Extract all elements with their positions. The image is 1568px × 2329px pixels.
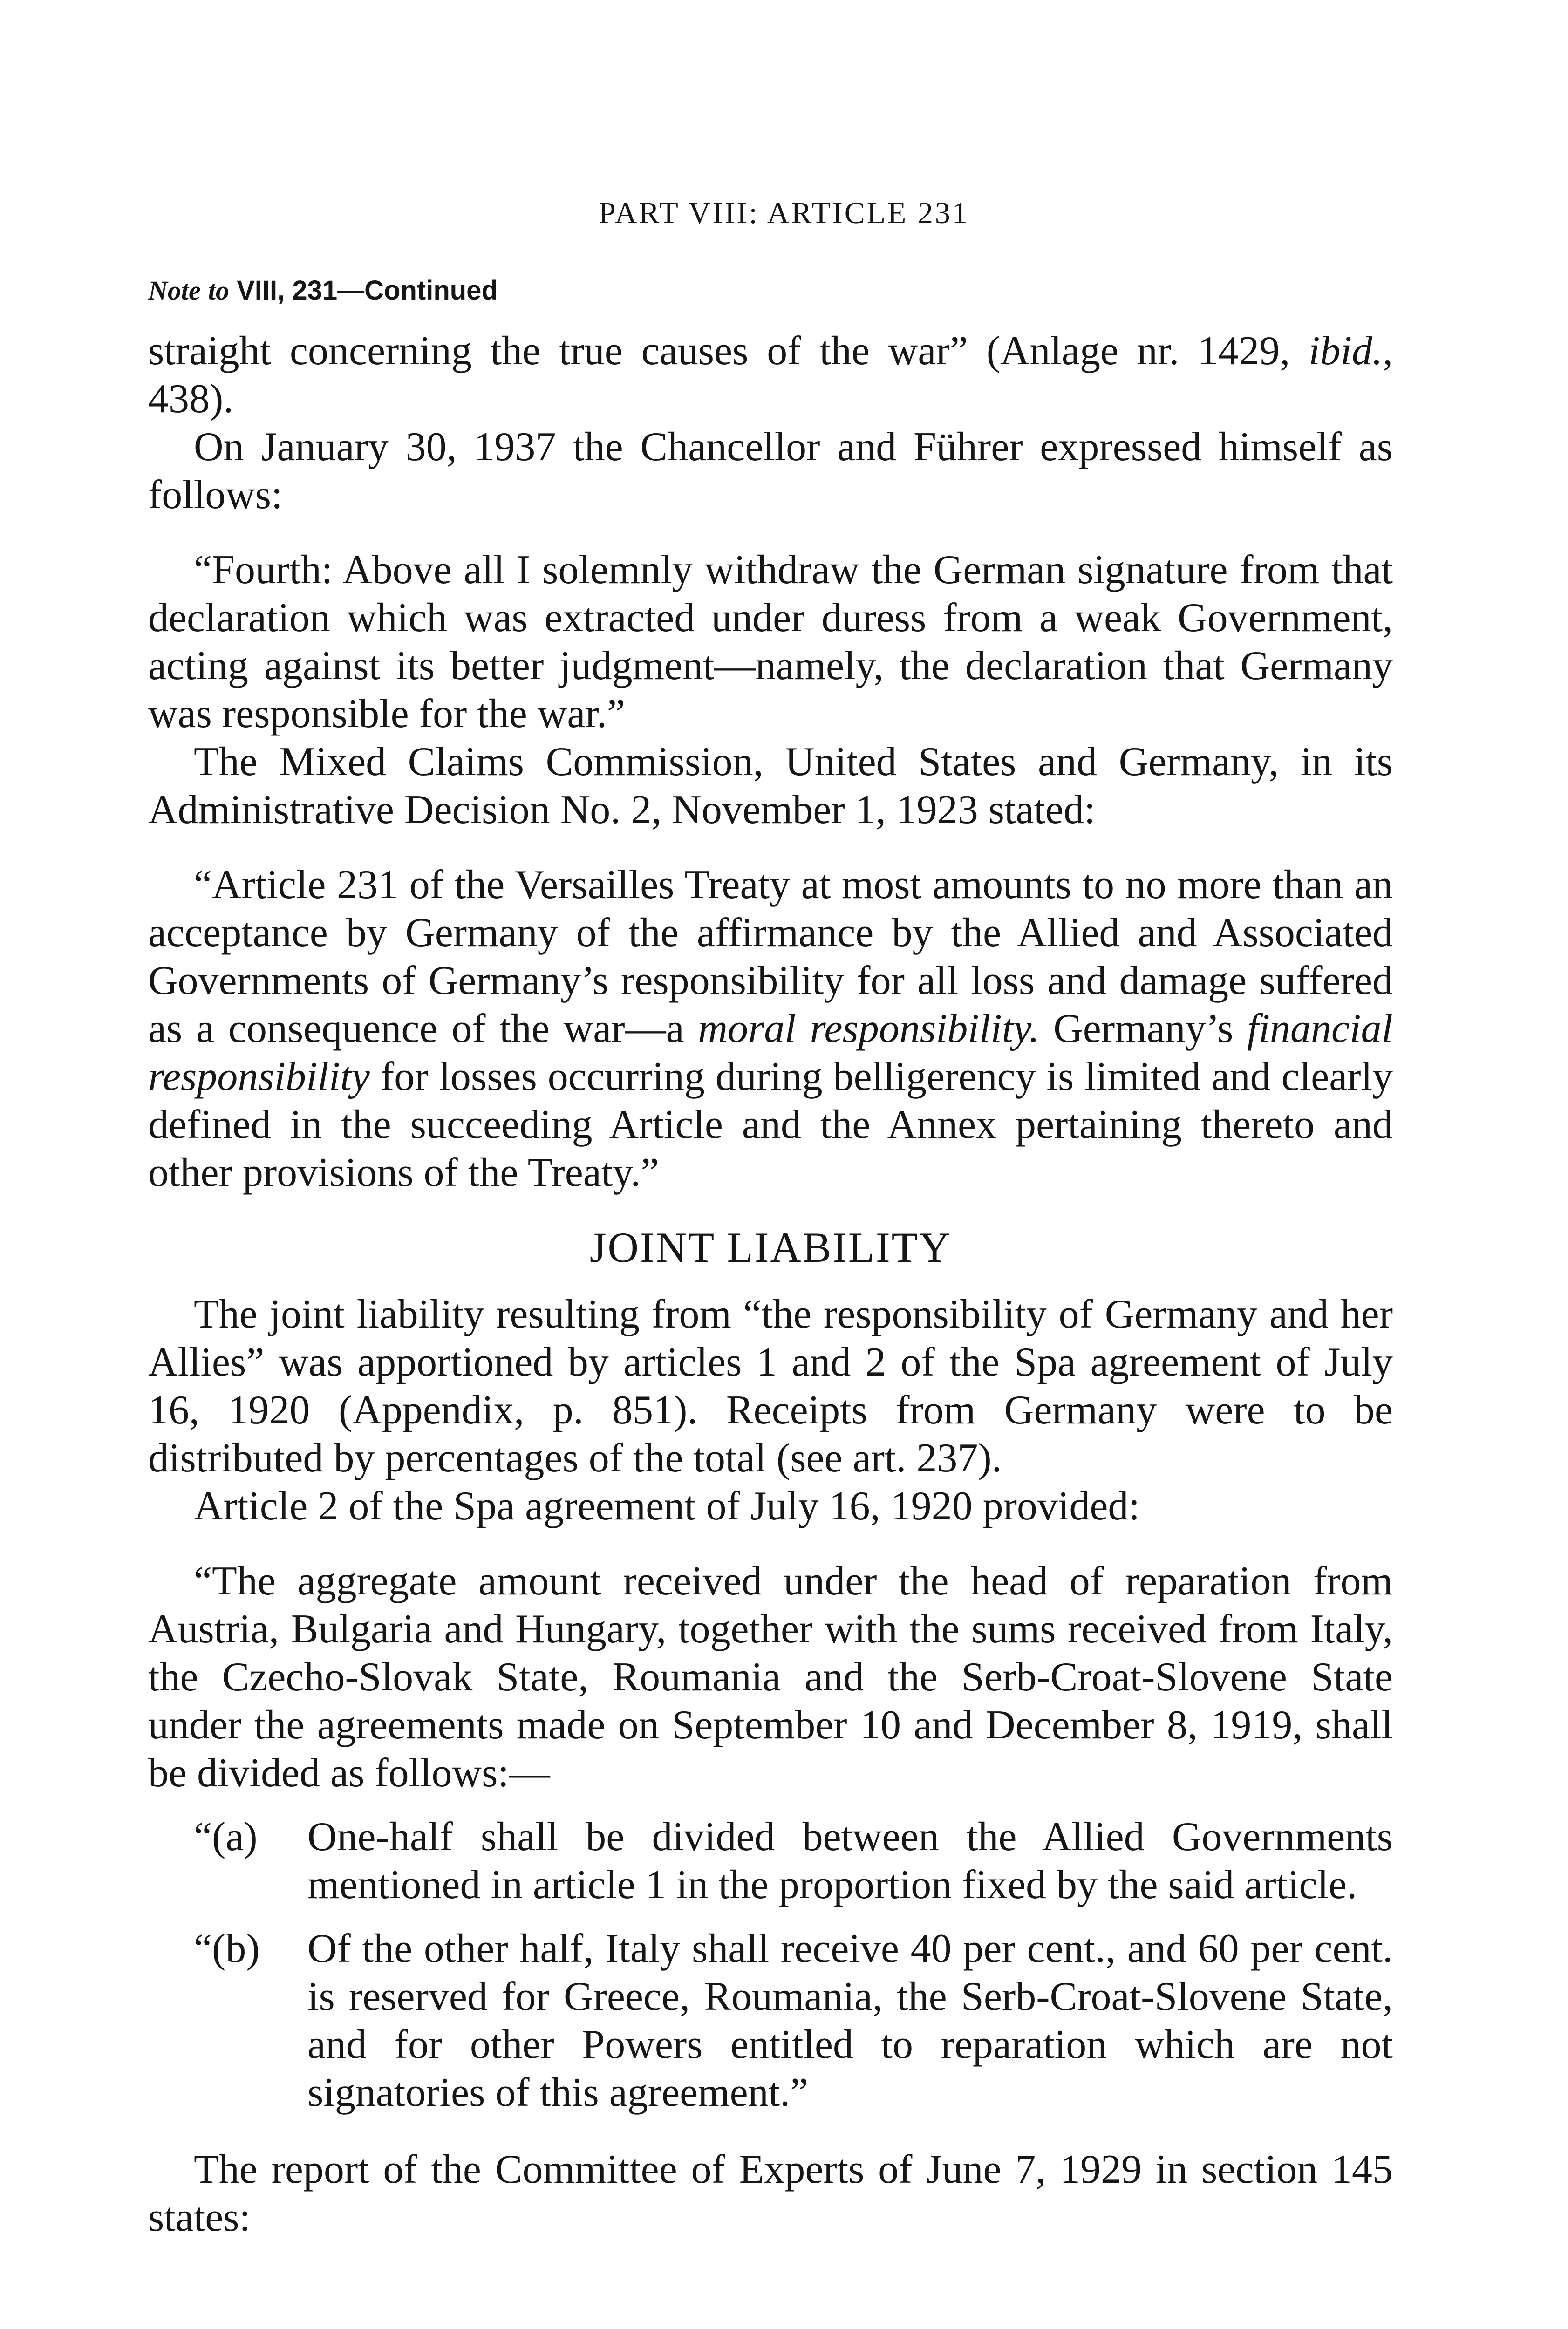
note-word: Note [148,275,201,306]
item-b-marker: “(b) [194,1926,260,1971]
item-a-marker: “(a) [194,1814,258,1859]
item-a-text: One-half shall be divided between the Allied Governments mentioned in article 1 in the proportion fixed by the said article. [307,1814,1393,1907]
note-to-word: to [208,275,229,306]
emphasis-moral-responsibility: moral responsibility. [698,1006,1040,1051]
section-heading: JOINT LIABILITY [589,1224,952,1271]
emphasis-financial-responsibility: financial responsibility [148,1006,1393,1099]
quote-text: “Article 231 of the Versailles Treaty at most amounts to no more than an acceptance by Germany of the affirmance by the Allied and Associated Governments of Germany’s responsibility for all loss and damage suffered as a consequence of the war—a [148,862,1393,1051]
continuation-note [148,275,498,306]
list-item-a [148,1813,1393,1909]
paragraph-joint-liability: The joint liability resulting from “the responsibility of Germany and her Allies” was apportioned by articles 1 and 2 of the Spa agreement of July 16, 1920 (Appendix, p. 851). Receipts from Germany were to be distributed by percentages of the total (see art. 237). [148,1292,1393,1481]
paragraph-committee-report: The report of the Committee of Experts of June 7, 1929 in section 145 states: [148,2147,1393,2240]
quote-spa-agreement: “The aggregate amount received under the head of reparation from Austria, Bulgaria and Hungary, together with the sums received from Italy, the Czecho-Slovak State, Roumania and the Serb-Croat-Slovene State under the agreements made on September 10 and December 8, 1919, shall be divided as follows:— [148,1559,1393,1796]
continued-text: straight concerning the true causes of the war” (Anlage nr. 1429, [148,328,1290,374]
paragraph-continued [148,327,1393,423]
body-text [148,327,1393,2241]
paragraph-chancellor: On January 30, 1937 the Chancellor and Führer expressed himself as follows: [148,424,1393,518]
running-head: PART VIII: ARTICLE 231 [599,196,969,230]
ibid-citation: ibid. [1309,328,1383,374]
paragraph-mixed-claims: The Mixed Claims Commission, United States and Germany, in its Administrative Decision No. 2, November 1, 1923 stated: [148,739,1393,832]
item-b-text: Of the other half, Italy shall receive 40 per cent., and 60 per cent. is reserved for Greece, Roumania, the Serb-Croat-Slovene State, and for other Powers entitled to reparation which are not signatories of this agreement.” [307,1926,1393,2115]
quote-text: Germany’s [1039,1006,1248,1051]
paragraph-spa-article-2: Article 2 of the Spa agreement of July 16, 1920 provided: [194,1484,1140,1529]
note-reference: VIII, 231—Continued [237,275,498,306]
list-item-b [148,1925,1393,2117]
citation-page: , 438). [148,328,1393,422]
quote-text: for losses occurring during belligerency is limited and clearly defined in the succeeding Article and the Annex pertaining thereto and other provisions of the Treaty.” [148,1054,1393,1195]
quote-article-231 [148,861,1393,1197]
quote-fourth: “Fourth: Above all I solemnly withdraw the German signature from that declaration which was extracted under duress from a weak Government, acting against its better judgment—namely, the declaration that Germany was responsible for the war.” [148,547,1393,736]
